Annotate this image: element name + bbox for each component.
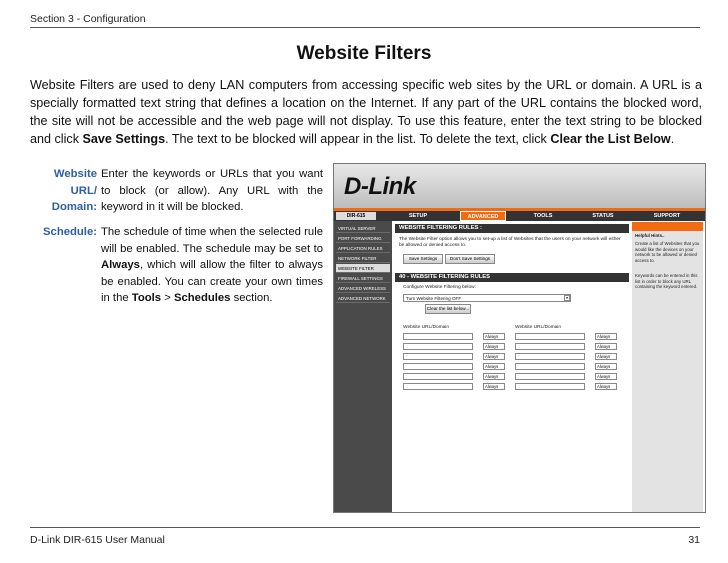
- intro-text-1: Website Filters are used to deny LAN computers from accessing specific web sites by the URL or domain. A URL is a specially formatted text string that defines a location on the Internet. If any part of the URL contains the blocked word, the site will not be accessible and the web page will not display. To use this feature, enter the text string to be blocked and click: [30, 78, 702, 146]
- top-divider: [30, 27, 700, 28]
- help-text-1: Create a list of Websites that you would like the devices on your network to be allowed or denied access to.: [635, 241, 700, 263]
- intro-save-settings: Save Settings: [82, 132, 166, 146]
- intro-paragraph: [30, 76, 702, 148]
- sidebar-item-port-forwarding[interactable]: PORT FORWARDING: [336, 234, 390, 243]
- main-panel: [395, 222, 629, 512]
- schedule-select[interactable]: Always: [595, 383, 617, 390]
- section-header: Section 3 - Configuration: [30, 13, 146, 25]
- chevron-down-icon[interactable]: ▾: [565, 295, 568, 300]
- sidebar-item-application-rules[interactable]: APPLICATION RULES: [336, 244, 390, 253]
- section-description: The Website Filter option allows you to set-up a list of Websites that the users on your network will either be allowed or denied access to.: [399, 237, 621, 248]
- footer-manual-name: D-Link DIR-615 User Manual: [30, 534, 165, 546]
- schedule-text-2: , which will allow the filter to always be enabled. You can create your own times in the: [101, 259, 323, 304]
- schedule-tools: Tools: [131, 292, 162, 304]
- url-input[interactable]: [515, 353, 585, 360]
- schedule-text-3: section.: [230, 292, 273, 304]
- sidebar-item-website-filter[interactable]: WEBSITE FILTER: [336, 264, 390, 273]
- url-input[interactable]: [515, 373, 585, 380]
- rules-title-bar: 40 - WEBSITE FILTERING RULES: [395, 273, 629, 282]
- tab-advanced[interactable]: ADVANCED: [460, 211, 506, 221]
- url-input[interactable]: [403, 363, 473, 370]
- model-badge: DIR-615: [336, 212, 376, 220]
- url-input[interactable]: [515, 383, 585, 390]
- tab-status[interactable]: STATUS: [592, 213, 614, 219]
- schedule-select[interactable]: Always: [595, 353, 617, 360]
- intro-text-3: .: [670, 132, 675, 146]
- tab-setup[interactable]: SETUP: [408, 213, 428, 219]
- clear-list-button[interactable]: Clear the list below...: [425, 304, 471, 314]
- bottom-divider: [30, 527, 700, 528]
- tab-tools[interactable]: TOOLS: [533, 213, 553, 219]
- website-url-label-line2: Domain:: [51, 201, 97, 213]
- schedule-select[interactable]: Always: [595, 333, 617, 340]
- column-header-url-2: Website URL/Domain: [515, 325, 562, 330]
- website-url-description: Enter the keywords or URLs that you want to block (or allow). Any URL with the keyword in it will be blocked.: [101, 168, 323, 213]
- router-screenshot: [333, 163, 706, 513]
- schedule-description: [101, 224, 323, 307]
- sidebar-item-advanced-network[interactable]: ADVANCED NETWORK: [336, 294, 390, 303]
- url-input[interactable]: [403, 343, 473, 350]
- intro-text-2: . The text to be blocked will appear in the list. To delete the text, click: [165, 132, 551, 146]
- sidebar-item-network-filter[interactable]: NETWORK FILTER: [336, 254, 390, 263]
- help-title-bar: [632, 222, 703, 231]
- schedule-select[interactable]: Always: [595, 343, 617, 350]
- url-input[interactable]: [515, 333, 585, 340]
- schedule-select[interactable]: Always: [595, 373, 617, 380]
- intro-clear-list: Clear the List Below: [550, 132, 671, 146]
- page-title: Website Filters: [296, 43, 432, 64]
- help-text-2: Keywords can be entered in this list in order to block any URL containing the keyword entered.: [635, 273, 698, 290]
- schedule-select[interactable]: Always: [483, 383, 505, 390]
- sidebar-item-advanced-wireless[interactable]: ADVANCED WIRELESS: [336, 284, 390, 293]
- column-header-url-1: Website URL/Domain: [403, 325, 450, 330]
- schedule-select[interactable]: Always: [483, 353, 505, 360]
- url-input[interactable]: [515, 363, 585, 370]
- sidebar: [334, 221, 392, 512]
- schedule-schedules: Schedules: [173, 292, 231, 304]
- dont-save-settings-button[interactable]: Don't Save Settings: [445, 254, 495, 264]
- schedule-select[interactable]: Always: [595, 363, 617, 370]
- schedule-select[interactable]: Always: [483, 373, 505, 380]
- tab-support[interactable]: SUPPORT: [653, 213, 681, 219]
- schedule-select[interactable]: Always: [483, 363, 505, 370]
- website-url-label-line1: Website URL/: [53, 168, 97, 197]
- url-input[interactable]: [515, 343, 585, 350]
- help-title: Helpful Hints..: [635, 233, 665, 238]
- url-input[interactable]: [403, 373, 473, 380]
- schedule-separator: >: [161, 292, 174, 304]
- section-title-bar: WEBSITE FILTERING RULES :: [395, 224, 629, 233]
- configure-label: Configure Website Filtering below:: [403, 285, 476, 290]
- schedule-label: Schedule:: [43, 226, 97, 238]
- url-input[interactable]: [403, 383, 473, 390]
- website-url-label: [30, 166, 97, 216]
- schedule-always: Always: [101, 259, 140, 271]
- page-number: 31: [688, 534, 700, 546]
- save-settings-button[interactable]: Save Settings: [403, 254, 443, 264]
- schedule-text-1: The schedule of time when the selected rule will be enabled. The schedule may be set to: [101, 226, 323, 255]
- schedule-select[interactable]: Always: [483, 343, 505, 350]
- sidebar-item-virtual-server[interactable]: VIRTUAL SERVER: [336, 224, 390, 233]
- schedule-select[interactable]: Always: [483, 333, 505, 340]
- dlink-logo: D-Link: [344, 173, 416, 200]
- sidebar-item-firewall-settings[interactable]: FIREWALL SETTINGS: [336, 274, 390, 283]
- url-input[interactable]: [403, 333, 473, 340]
- filter-mode-select[interactable]: Turn Website Filtering OFF: [403, 294, 571, 302]
- url-input[interactable]: [403, 353, 473, 360]
- help-panel: [632, 222, 703, 512]
